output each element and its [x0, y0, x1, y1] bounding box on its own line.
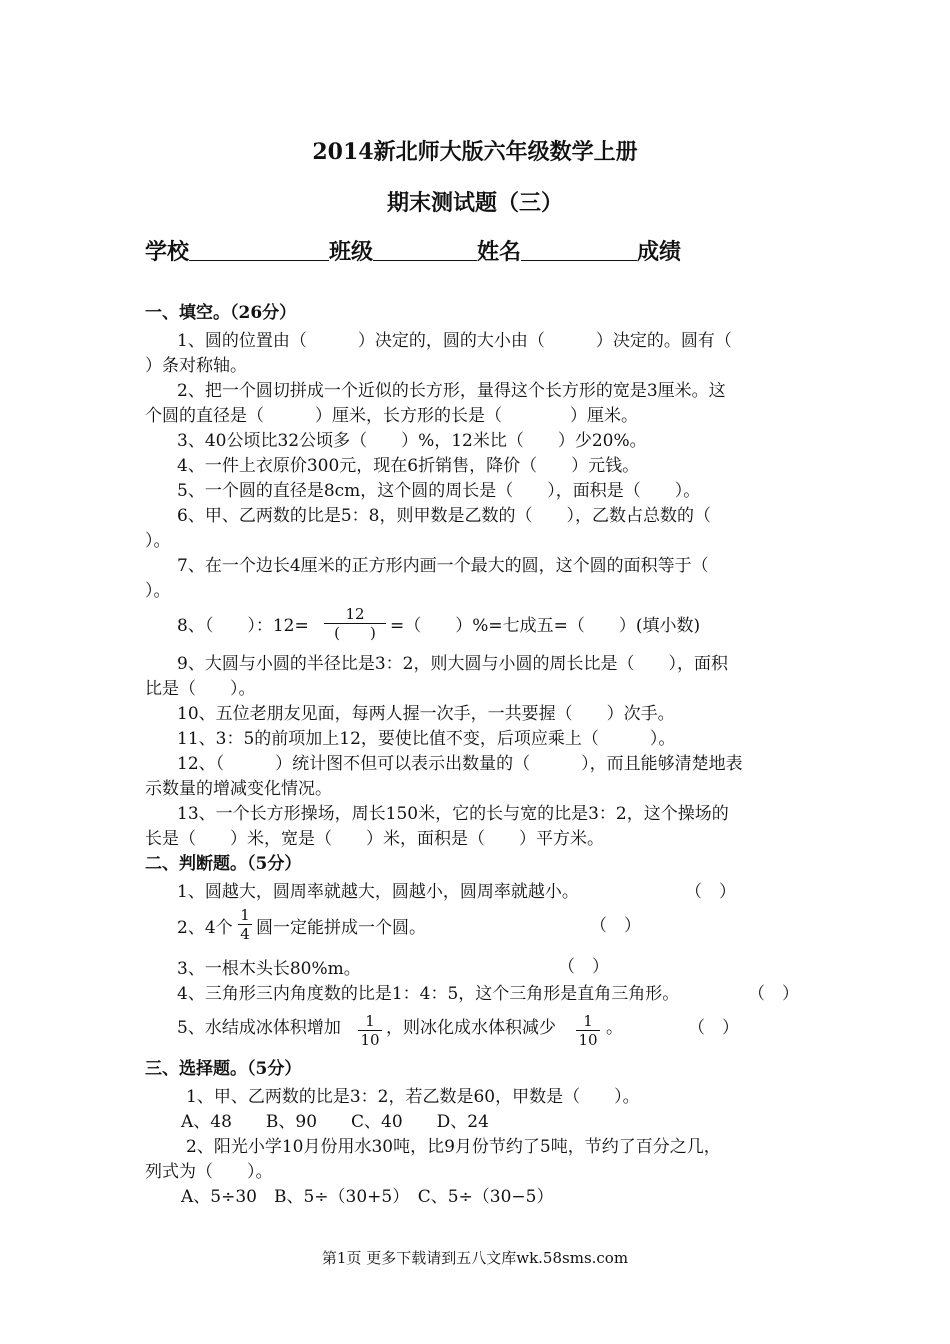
doc-title-line1: 2014新北师大版六年级数学上册 — [312, 139, 638, 165]
fraction-denominator: 10 — [576, 1030, 600, 1049]
judge-q2-suffix: 圆一定能拼成一个圆。 — [256, 918, 426, 938]
fill-q1-line2: ）条对称轴。 — [145, 356, 247, 376]
judge-q5-fraction-1 — [358, 1012, 382, 1049]
judge-q5-suffix: 。 — [606, 1018, 623, 1038]
judge-q4: 4、三角形三内角度数的比是1：4：5，这个三角形是直角三角形。 — [177, 984, 680, 1004]
score-label: 成绩 — [637, 239, 682, 265]
judge-q1-answer-paren[interactable]: （ ） — [685, 882, 736, 902]
fill-q11: 11、3：5的前项加上12，要使比值不变，后项应乘上（ ）。 — [177, 729, 676, 749]
choice-q2-line2: 列式为（ ）。 — [145, 1162, 273, 1182]
judge-q3-answer-paren[interactable]: （ ） — [558, 957, 609, 977]
fill-q13-line1: 13、一个长方形操场，周长150米，它的长与宽的比是3：2，这个操场的 — [177, 804, 729, 824]
choice-q2-options: A、5÷30 B、5÷（30+5） C、5÷（30−5） — [181, 1187, 554, 1207]
school-label: 学校 — [145, 239, 190, 265]
school-blank[interactable] — [189, 240, 329, 261]
judge-q5-prefix: 5、水结成冰体积增加 — [177, 1018, 341, 1038]
choice-q1: 1、甲、乙两数的比是3：2，若乙数是60，甲数是（ ）。 — [186, 1087, 640, 1107]
fraction-numerator: 1 — [365, 1012, 375, 1030]
fill-q2-line1: 2、把一个圆切拼成一个近似的长方形，量得这个长方形的宽是3厘米。这 — [177, 381, 726, 401]
judge-q5-fraction-2 — [576, 1012, 600, 1049]
fill-q6-line1: 6、甲、乙两数的比是5：8，则甲数是乙数的（ ），乙数占总数的（ — [177, 506, 711, 526]
judge-q2-prefix: 2、4个 — [177, 918, 233, 938]
fraction-numerator: 1 — [583, 1012, 593, 1030]
fill-q3: 3、40公顷比32公顷多（ ）%，12米比（ ）少20%。 — [177, 431, 647, 451]
fraction-denominator: 10 — [358, 1030, 382, 1049]
fill-q1-line1: 1、圆的位置由（ ）决定的，圆的大小由（ ）决定的。圆有（ — [177, 331, 732, 351]
name-label: 姓名 — [477, 239, 522, 265]
name-blank[interactable] — [521, 240, 637, 261]
fraction-numerator: 1 — [240, 906, 250, 924]
fill-q7-line2: ）。 — [145, 581, 171, 601]
judge-q3: 3、一根木头长80%m。 — [177, 959, 361, 979]
student-info-header — [145, 235, 681, 266]
fraction-denominator: ( ) — [324, 623, 386, 642]
class-label: 班级 — [329, 239, 374, 265]
judge-q5-middle: ，则冰化成水体积减少 — [386, 1018, 556, 1038]
judge-q1: 1、圆越大，圆周率就越大，圆越小，圆周率就越小。 — [177, 882, 579, 902]
judge-q5-answer-paren[interactable]: （ ） — [688, 1018, 739, 1038]
judge-q2-fraction — [238, 906, 252, 943]
section-choice-title: 三、选择题。（5分） — [145, 1059, 302, 1079]
fill-q8-suffix: =（ ）%=七成五=（ ）(填小数) — [390, 616, 701, 636]
fill-q2-line2: 个圆的直径是（ ）厘米，长方形的长是（ ）厘米。 — [145, 406, 638, 426]
fraction-denominator: 4 — [238, 924, 252, 943]
fill-q6-line2: ）。 — [145, 531, 171, 551]
fill-q9-line1: 9、大圆与小圆的半径比是3：2，则大圆与小圆的周长比是（ ），面积 — [177, 654, 728, 674]
judge-q4-answer-paren[interactable]: （ ） — [748, 984, 799, 1004]
fill-q12-line1: 12、（ ）统计图不但可以表示出数量的（ ），而且能够清楚地表 — [177, 754, 743, 774]
section-judge-title: 二、判断题。（5分） — [145, 854, 302, 874]
fill-q5: 5、一个圆的直径是8cm，这个圆的周长是（ ），面积是（ ）。 — [177, 481, 701, 501]
page-footer: 第1页 更多下载请到五八文库wk.58sms.com — [321, 1249, 629, 1267]
fill-q10: 10、五位老朋友见面，每两人握一次手，一共要握（ ）次手。 — [177, 704, 675, 724]
fill-q8-prefix: 8、（ ）：12= — [177, 616, 309, 636]
choice-q2-line1: 2、阳光小学10月份用水30吨，比9月份节约了5吨，节约了百分之几， — [186, 1137, 721, 1157]
fill-q13-line2: 长是（ ）米，宽是（ ）米，面积是（ ）平方米。 — [145, 829, 604, 849]
fill-q12-line2: 示数量的增减变化情况。 — [145, 779, 332, 799]
fill-q9-line2: 比是（ ）。 — [145, 679, 256, 699]
class-blank[interactable] — [373, 240, 477, 261]
fill-q8-fraction — [324, 605, 386, 642]
doc-title-line2: 期末测试题（三） — [386, 190, 563, 216]
section-fill-blank-title: 一、填空。（26分） — [145, 303, 297, 323]
fill-q7-line1: 7、在一个边长4厘米的正方形内画一个最大的圆，这个圆的面积等于（ — [177, 556, 709, 576]
fill-q4: 4、一件上衣原价300元，现在6折销售，降价（ ）元钱。 — [177, 456, 640, 476]
judge-q2-answer-paren[interactable]: （ ） — [590, 916, 641, 936]
choice-q1-options: A、48 B、90 C、40 D、24 — [181, 1112, 489, 1132]
fraction-numerator: 12 — [345, 605, 365, 623]
